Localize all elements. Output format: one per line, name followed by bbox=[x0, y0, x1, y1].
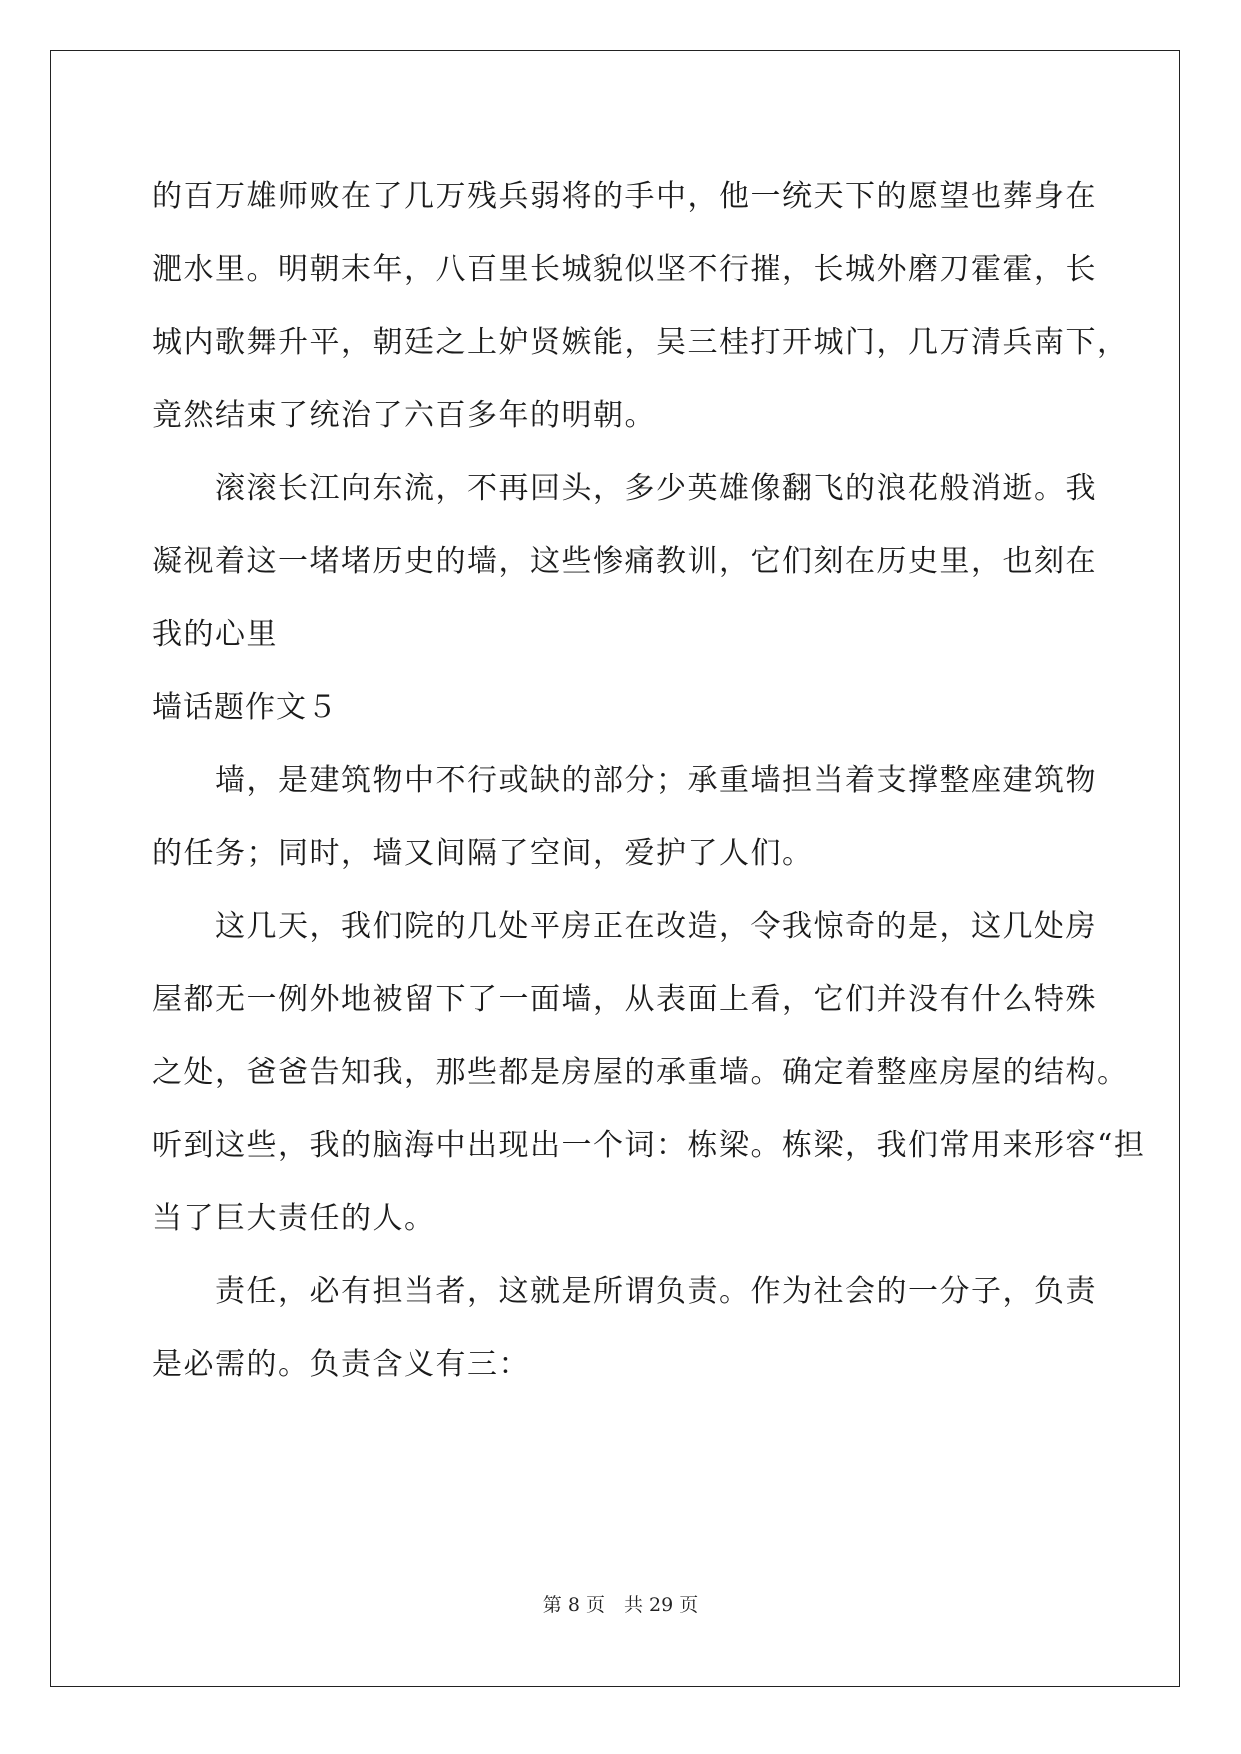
text-line: 听到这些，我的脑海中出现出一个词：栋梁。栋梁，我们常用来形容“担 bbox=[152, 1128, 1146, 1163]
text-line: 的任务；同时，墙又间隔了空间，爱护了人们。 bbox=[152, 836, 814, 871]
text-line: 竟然结束了统治了六百多年的明朝。 bbox=[152, 398, 656, 433]
document-body bbox=[152, 160, 1146, 1401]
text-line: 凝视着这一堵堵历史的墙，这些惨痛教训，它们刻在历史里，也刻在 bbox=[152, 544, 1097, 579]
text-line: 屋都无一例外地被留下了一面墙，从表面上看，它们并没有什么特殊 bbox=[152, 982, 1097, 1017]
text-line: 责任，必有担当者，这就是所谓负责。作为社会的一分子，负责 bbox=[152, 1274, 1097, 1309]
text-line: 我的心里 bbox=[152, 617, 278, 652]
page-number-footer: 第 8 页 共 29 页 bbox=[542, 1594, 699, 1616]
text-line: 这几天，我们院的几处平房正在改造，令我惊奇的是，这几处房 bbox=[152, 909, 1097, 944]
text-line: 之处，爸爸告知我，那些都是房屋的承重墙。确定着整座房屋的结构。 bbox=[152, 1055, 1129, 1090]
text-line: 是必需的。负责含义有三： bbox=[152, 1347, 530, 1382]
section-heading: 墙话题作文５ bbox=[152, 690, 338, 725]
text-line: 滚滚长江向东流，不再回头，多少英雄像翻飞的浪花般消逝。我 bbox=[152, 471, 1097, 506]
text-line: 的百万雄师败在了几万残兵弱将的手中，他一统天下的愿望也葬身在 bbox=[152, 179, 1097, 214]
text-line: 城内歌舞升平，朝廷之上妒贤嫉能，吴三桂打开城门，几万清兵南下， bbox=[152, 325, 1129, 360]
text-line: 当了巨大责任的人。 bbox=[152, 1201, 436, 1236]
text-line: 墙，是建筑物中不行或缺的部分；承重墙担当着支撑整座建筑物 bbox=[152, 763, 1097, 798]
text-line: 淝水里。明朝末年，八百里长城貌似坚不行摧，长城外磨刀霍霍，长 bbox=[152, 252, 1097, 287]
